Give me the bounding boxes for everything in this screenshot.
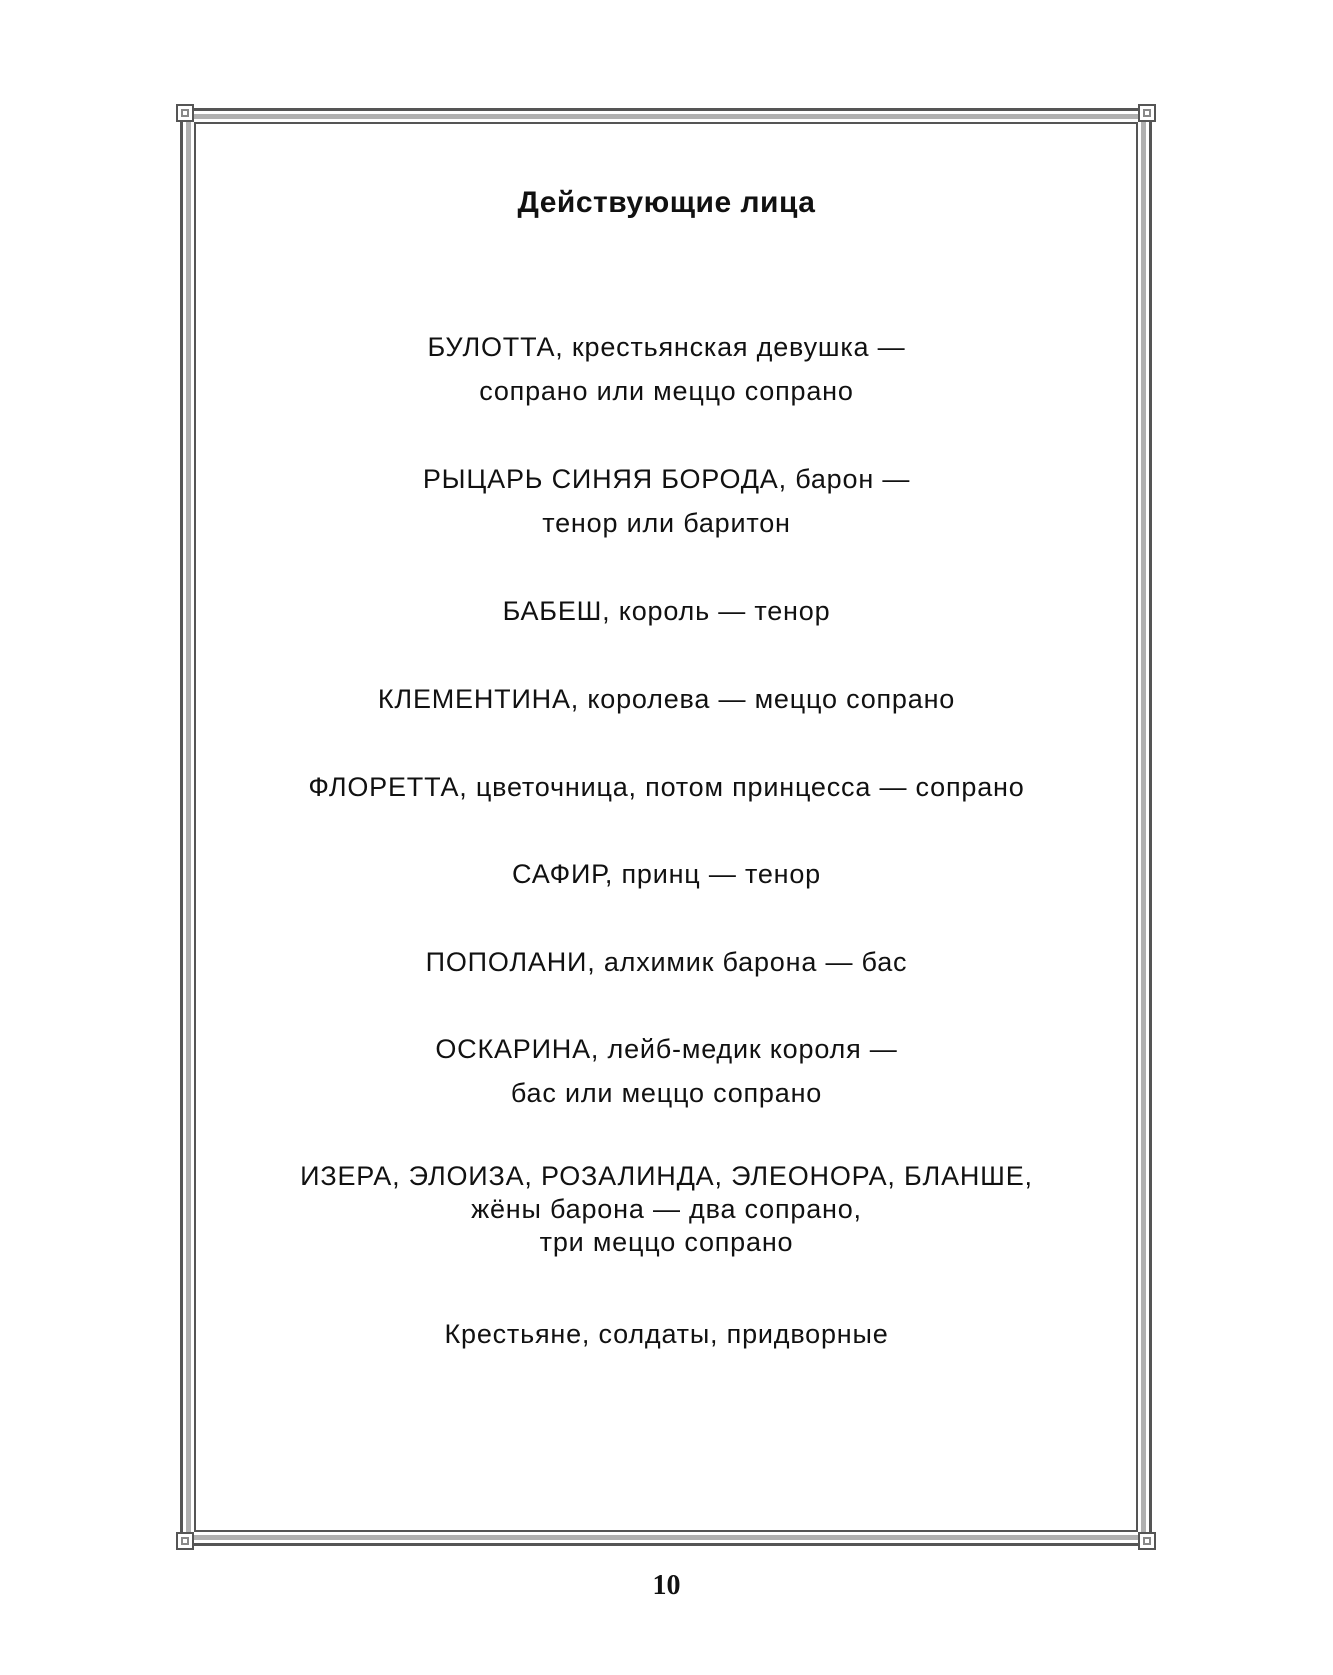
frame-corner-bottom-right [1138,1532,1156,1550]
frame-corner-bottom-left [176,1532,194,1550]
character-line: тенор или баритон [542,508,791,538]
character-line: БУЛОТТА, крестьянская девушка — [427,332,906,362]
character-line: ОСКАРИНА, лейб-медик короля — [435,1034,898,1064]
character-line: ИЗЕРА, ЭЛОИЗА, РОЗАЛИНДА, ЭЛЕОНОРА, БЛАНШЕ, [300,1161,1033,1191]
character-line: сопрано или меццо сопрано [479,376,854,406]
character-entry [0,677,1333,721]
character-entry [0,1312,1333,1356]
page-number: 10 [652,1570,681,1601]
character-line: ФЛОРЕТТА, цветочница, потом принцесса — сопрано [308,772,1025,802]
character-entry [0,765,1333,809]
page-title: Действующие лица [517,186,816,219]
character-line: жёны барона — два сопрано, [471,1194,862,1224]
frame-corner-top-left [176,104,194,122]
character-entry [0,589,1333,633]
character-line: САФИР, принц — тенор [512,859,821,889]
character-line: ПОПОЛАНИ, алхимик барона — бас [425,947,908,977]
character-line: РЫЦАРЬ СИНЯЯ БОРОДА, барон — [422,464,911,494]
character-line: БАБЕШ, король — тенор [502,596,831,626]
character-line: Крестьяне, солдаты, придворные [444,1319,889,1349]
character-line: бас или меццо сопрано [510,1078,823,1108]
character-entry [0,457,1333,545]
character-line: КЛЕМЕНТИНА, королева — меццо сопрано [377,684,956,714]
character-line: три меццо сопрано [539,1227,794,1257]
character-entry [0,852,1333,896]
character-entry [0,1027,1333,1115]
character-entry [0,1160,1333,1259]
character-entry [0,940,1333,984]
frame-corner-top-right [1138,104,1156,122]
character-entry [0,325,1333,413]
